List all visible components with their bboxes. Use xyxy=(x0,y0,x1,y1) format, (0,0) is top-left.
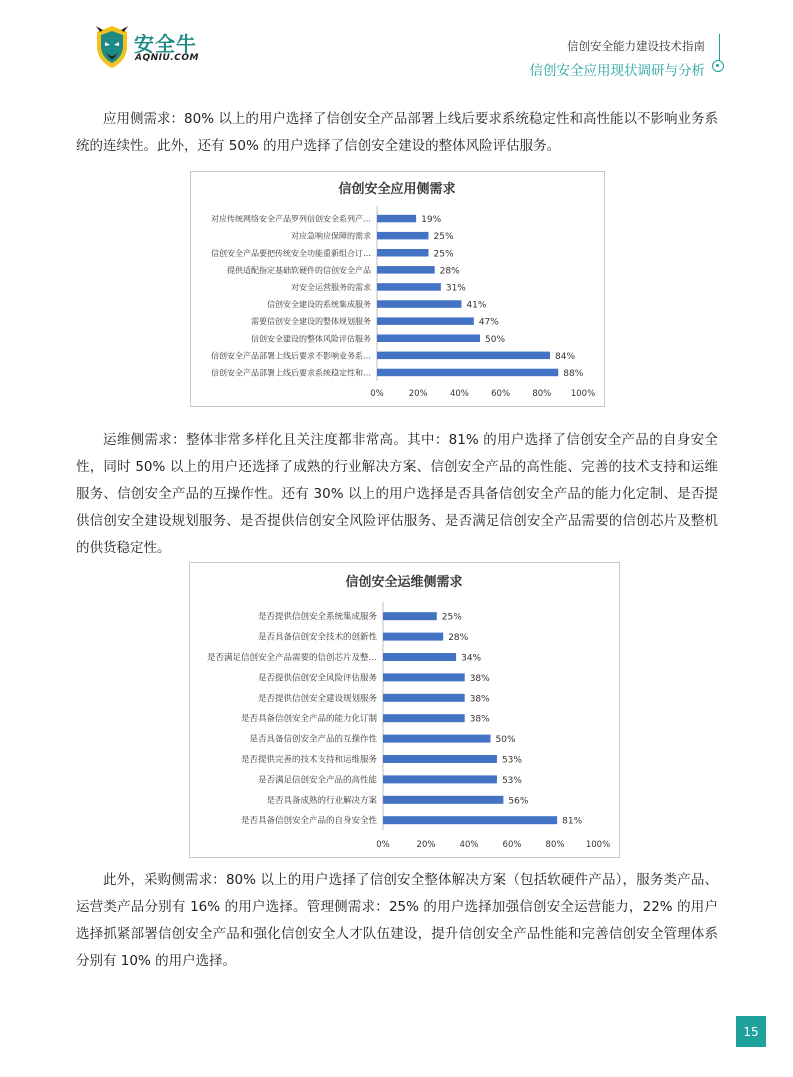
bar xyxy=(383,653,456,661)
category-label: 是否满足信创安全产品的高性能 xyxy=(257,775,377,786)
paragraph-procurement-demand xyxy=(76,867,718,975)
bar xyxy=(377,232,429,240)
category-label: 是否提供信创安全风险评估服务 xyxy=(257,673,377,684)
page-number: 15 xyxy=(736,1016,766,1047)
category-label: 信创安全产品部署上线后要求系统稳定性和… xyxy=(211,368,371,378)
bar xyxy=(377,215,416,223)
category-label: 是否具备信创安全产品的能力化订制 xyxy=(240,714,377,725)
paragraph-operations-demand xyxy=(76,427,718,562)
category-label: 提供适配指定基础软硬件的信创安全产品 xyxy=(227,265,371,275)
bar xyxy=(383,735,491,743)
data-label: 25% xyxy=(433,232,454,243)
data-label: 81% xyxy=(562,816,583,827)
bar xyxy=(383,633,443,641)
category-label: 对安全运营服务的需求 xyxy=(291,282,371,292)
bar xyxy=(383,612,437,620)
bar xyxy=(383,694,465,702)
category-label: 对应传统网络安全产品罗列信创安全系列产… xyxy=(211,214,371,224)
category-label: 是否满足信创安全产品需要的信创芯片及整… xyxy=(206,653,377,663)
data-label: 19% xyxy=(421,215,442,226)
x-tick-label: 80% xyxy=(532,389,552,399)
chart-title: 信创安全运维侧需求 xyxy=(345,575,463,590)
data-label: 38% xyxy=(469,694,490,705)
chart-title: 信创安全应用侧需求 xyxy=(338,182,456,197)
bar xyxy=(383,714,465,722)
bar xyxy=(377,352,550,360)
bar xyxy=(377,266,435,274)
data-label: 41% xyxy=(466,300,487,311)
data-label: 47% xyxy=(478,317,499,328)
category-label: 信创安全产品要把传统安全功能重新组合订… xyxy=(211,248,371,258)
category-label: 是否具备信创安全产品的自身安全性 xyxy=(240,816,377,827)
category-label: 是否具备信创安全产品的互操作性 xyxy=(249,734,377,745)
paragraph-text: 此外，采购侧需求：80% 以上的用户选择了信创安全整体解决方案（包括软硬件产品），服务类产品、运营类产品分别有 16% 的用户选择。管理侧需求：25% 的用户选择加强信创安全运营能力，22% 的用户选择抓紧部署信创安全产品和强化信创安全人才队伍建设，提升信创安全产品性能和完善信创安全管理体系分别有 10% 的用户选择。 xyxy=(76,872,718,969)
data-label: 53% xyxy=(501,775,522,786)
data-label: 25% xyxy=(441,612,462,623)
brand-logo xyxy=(94,24,204,72)
bar xyxy=(383,755,497,763)
category-label: 是否具备信创安全技术的创新性 xyxy=(257,632,377,643)
category-label: 对应急响应保障的需求 xyxy=(291,231,371,241)
data-label: 28% xyxy=(448,633,469,644)
category-label: 是否提供完善的技术支持和运维服务 xyxy=(240,755,377,765)
x-tick-label: 40% xyxy=(449,389,469,399)
data-label: 34% xyxy=(461,653,482,664)
x-tick-label: 20% xyxy=(408,389,428,399)
shield-logo-icon xyxy=(94,24,130,70)
data-label: 28% xyxy=(439,266,460,277)
logo-subtext: AQNIU.COM xyxy=(135,53,199,63)
bar xyxy=(383,796,503,804)
category-label: 信创安全建设的系统集成服务 xyxy=(267,300,371,310)
x-tick-label: 60% xyxy=(502,840,522,850)
bar xyxy=(377,300,461,308)
data-label: 25% xyxy=(433,249,454,260)
data-label: 88% xyxy=(563,368,584,379)
x-tick-label: 60% xyxy=(491,389,511,399)
x-tick-label: 40% xyxy=(459,840,479,850)
paragraph-application-demand xyxy=(76,106,718,160)
chart-operations-svg xyxy=(190,563,619,857)
x-tick-label: 0% xyxy=(370,389,384,399)
chart-application-demand xyxy=(190,171,605,407)
category-label: 信创安全产品部署上线后要求不影响业务系… xyxy=(211,351,371,361)
logo-text: 安全牛 xyxy=(134,32,197,56)
bar xyxy=(383,775,497,783)
data-label: 84% xyxy=(555,351,576,362)
paragraph-text: 运维侧需求：整体非常多样化且关注度都非常高。其中：81% 的用户选择了信创安全产品的自身安全性，同时 50% 以上的用户还选择了成熟的行业解决方案、信创安全产品的高性能、完善的技术支持和运维服务、信创安全产品的互操作性。还有 30% 以上的用户选择是否具备信创安全产品的能力化定制、是否提供信创安全建设规划服务、是否提供信创安全风险评估服务、是否满足信创安全产品需要的信创芯片及整机的供货稳定性。 xyxy=(76,432,718,556)
document-title: 信创安全能力建设技术指南 xyxy=(567,39,705,53)
x-tick-label: 20% xyxy=(416,840,436,850)
data-label: 56% xyxy=(508,796,529,807)
data-label: 38% xyxy=(469,673,490,684)
x-tick-label: 100% xyxy=(585,840,611,850)
section-title: 信创安全应用现状调研与分析 xyxy=(529,63,705,79)
paragraph-text: 应用侧需求：80% 以上的用户选择了信创安全产品部署上线后要求系统稳定性和高性能以不影响业务系统的连续性。此外，还有 50% 的用户选择了信创安全建设的整体风险评估服务。 xyxy=(76,111,718,154)
data-label: 31% xyxy=(445,283,466,294)
category-label: 是否具备成熟的行业解决方案 xyxy=(266,795,377,806)
data-label: 38% xyxy=(469,714,490,725)
category-label: 信创安全建设的整体风险评估服务 xyxy=(251,334,371,344)
section-marker-icon xyxy=(712,60,724,72)
category-label: 是否提供信创安全系统集成服务 xyxy=(257,612,377,623)
data-label: 53% xyxy=(501,755,522,766)
x-tick-label: 0% xyxy=(376,840,390,850)
bar xyxy=(377,335,480,343)
category-label: 需要信创安全建设的整体规划服务 xyxy=(251,317,371,327)
chart-application-svg xyxy=(191,172,604,406)
x-tick-label: 100% xyxy=(570,389,596,399)
data-label: 50% xyxy=(495,735,516,746)
category-label: 是否提供信创安全建设规划服务 xyxy=(257,693,377,704)
chart-operations-demand xyxy=(189,562,620,858)
bar xyxy=(383,816,557,824)
bar xyxy=(377,317,474,325)
data-label: 50% xyxy=(485,334,506,345)
bar xyxy=(377,249,429,257)
bar xyxy=(383,673,465,681)
bar xyxy=(377,369,558,377)
x-tick-label: 80% xyxy=(545,840,565,850)
bar xyxy=(377,283,441,291)
